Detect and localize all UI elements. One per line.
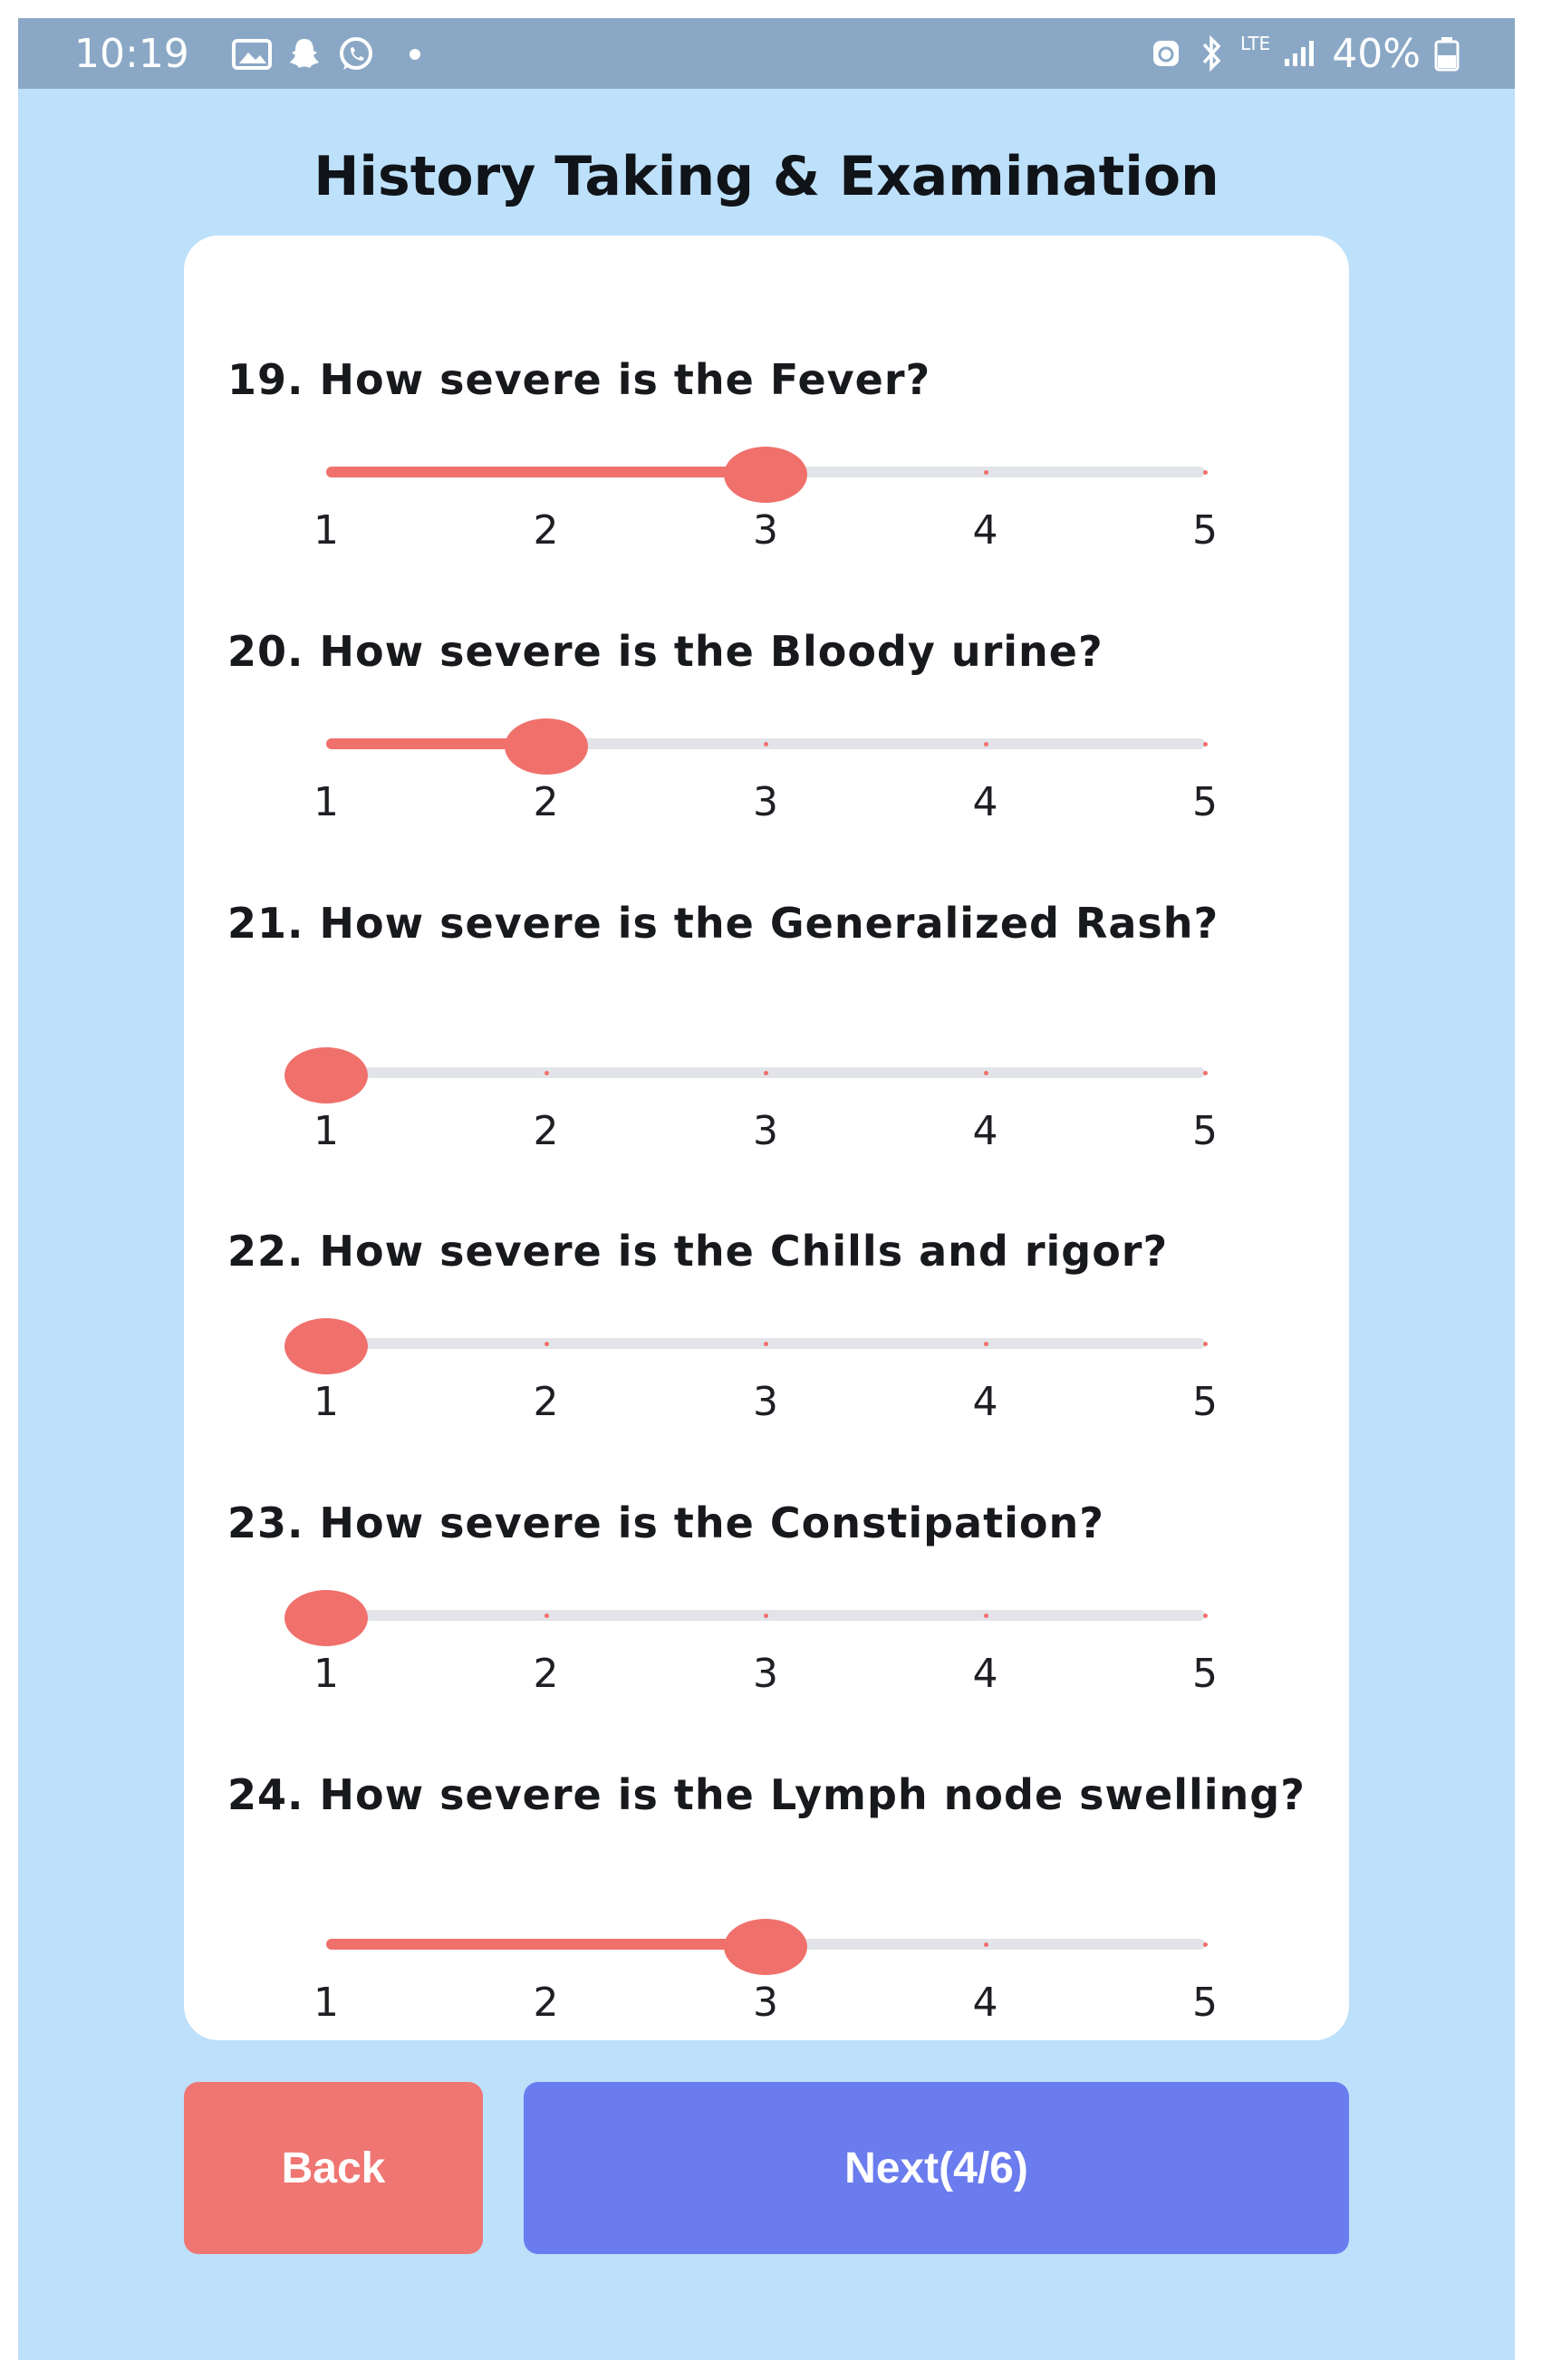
scale-label-4: 4 <box>972 1108 998 1154</box>
slider-tick <box>984 1342 988 1346</box>
next-button[interactable]: Next(4/6) <box>524 2082 1349 2254</box>
status-time: 10:19 <box>74 31 189 77</box>
severity-slider-23[interactable] <box>184 1590 1349 1644</box>
slider-thumb[interactable] <box>505 718 588 775</box>
scale-label-2: 2 <box>533 1379 559 1425</box>
severity-slider-20[interactable] <box>184 718 1349 773</box>
slider-thumb[interactable] <box>724 1919 807 1975</box>
scale-labels <box>184 1980 1349 2028</box>
slider-tick <box>764 1342 768 1346</box>
question-20: 20. How severe is the Bloody urine? <box>227 627 1103 676</box>
slider-tick <box>545 470 549 475</box>
scale-label-1: 1 <box>313 1980 339 2026</box>
slider-tick <box>545 1342 549 1346</box>
slider-tick <box>545 1614 549 1618</box>
scale-label-2: 2 <box>533 507 559 554</box>
scale-label-1: 1 <box>313 1379 339 1425</box>
slider-tick <box>1203 1342 1208 1346</box>
slider-tick <box>1203 470 1208 475</box>
scale-labels <box>184 1651 1349 1700</box>
scale-label-1: 1 <box>313 1108 339 1154</box>
signal-icon <box>1283 39 1319 68</box>
scale-label-1: 1 <box>313 1651 339 1697</box>
slider-tick <box>764 742 768 747</box>
severity-slider-22[interactable] <box>184 1318 1349 1373</box>
slider-tick <box>984 1942 988 1947</box>
scale-label-5: 5 <box>1192 1379 1218 1425</box>
scale-label-2: 2 <box>533 779 559 825</box>
scale-label-5: 5 <box>1192 507 1218 554</box>
slider-tick <box>984 742 988 747</box>
slider-tick <box>984 1071 988 1075</box>
question-24: 24. How severe is the Lymph node swelling? <box>227 1770 1306 1819</box>
scale-label-3: 3 <box>753 1651 778 1697</box>
question-23: 23. How severe is the Constipation? <box>227 1498 1104 1547</box>
battery-icon <box>1433 35 1460 72</box>
scale-label-3: 3 <box>753 1108 778 1154</box>
slider-thumb[interactable] <box>724 447 807 503</box>
slider-thumb[interactable] <box>284 1590 368 1646</box>
slider-tick <box>764 1071 768 1075</box>
whatsapp-icon <box>337 35 375 73</box>
question-19: 19. How severe is the Fever? <box>227 355 931 404</box>
scale-label-2: 2 <box>533 1651 559 1697</box>
bluetooth-icon <box>1195 35 1228 72</box>
slider-tick <box>764 1614 768 1618</box>
severity-slider-21[interactable] <box>184 1047 1349 1102</box>
page-title: History Taking & Examination <box>313 145 1219 208</box>
scale-label-1: 1 <box>313 779 339 825</box>
questions-card <box>184 236 1349 2040</box>
question-21: 21. How severe is the Generalized Rash? <box>227 899 1219 948</box>
scale-label-4: 4 <box>972 1651 998 1697</box>
scale-labels <box>184 1379 1349 1428</box>
slider-tick <box>1203 742 1208 747</box>
scale-label-3: 3 <box>753 507 778 554</box>
scale-label-4: 4 <box>972 1379 998 1425</box>
gallery-icon <box>232 38 272 71</box>
slider-tick <box>545 1071 549 1075</box>
scale-label-4: 4 <box>972 1980 998 2026</box>
slider-thumb[interactable] <box>284 1047 368 1103</box>
scale-label-1: 1 <box>313 507 339 554</box>
snapchat-icon <box>286 36 323 72</box>
severity-slider-19[interactable] <box>184 447 1349 501</box>
scale-label-5: 5 <box>1192 1980 1218 2026</box>
scale-label-5: 5 <box>1192 779 1218 825</box>
question-22: 22. How severe is the Chills and rigor? <box>227 1227 1169 1276</box>
slider-tick <box>1203 1942 1208 1947</box>
slider-tick <box>1203 1614 1208 1618</box>
alarm-icon <box>1150 37 1182 70</box>
scale-label-2: 2 <box>533 1980 559 2026</box>
slider-tick <box>984 470 988 475</box>
scale-labels <box>184 1108 1349 1157</box>
slider-tick <box>984 1614 988 1618</box>
scale-labels <box>184 779 1349 828</box>
back-button[interactable]: Back <box>184 2082 483 2254</box>
scale-label-4: 4 <box>972 779 998 825</box>
network-type-icon: LTE <box>1239 33 1271 54</box>
scale-label-4: 4 <box>972 507 998 554</box>
battery-percent: 40% <box>1332 30 1421 77</box>
system-icons <box>1150 31 1460 76</box>
more-notifications-icon <box>410 49 420 60</box>
notification-icons <box>232 36 420 72</box>
scale-label-5: 5 <box>1192 1108 1218 1154</box>
scale-label-5: 5 <box>1192 1651 1218 1697</box>
scale-label-2: 2 <box>533 1108 559 1154</box>
severity-slider-24[interactable] <box>184 1919 1349 1973</box>
scale-label-3: 3 <box>753 1980 778 2026</box>
slider-tick <box>545 1942 549 1947</box>
status-bar <box>18 18 1515 89</box>
scale-labels <box>184 507 1349 556</box>
slider-thumb[interactable] <box>284 1318 368 1374</box>
slider-tick <box>1203 1071 1208 1075</box>
scale-label-3: 3 <box>753 1379 778 1425</box>
phone-screen <box>18 18 1515 2360</box>
scale-label-3: 3 <box>753 779 778 825</box>
